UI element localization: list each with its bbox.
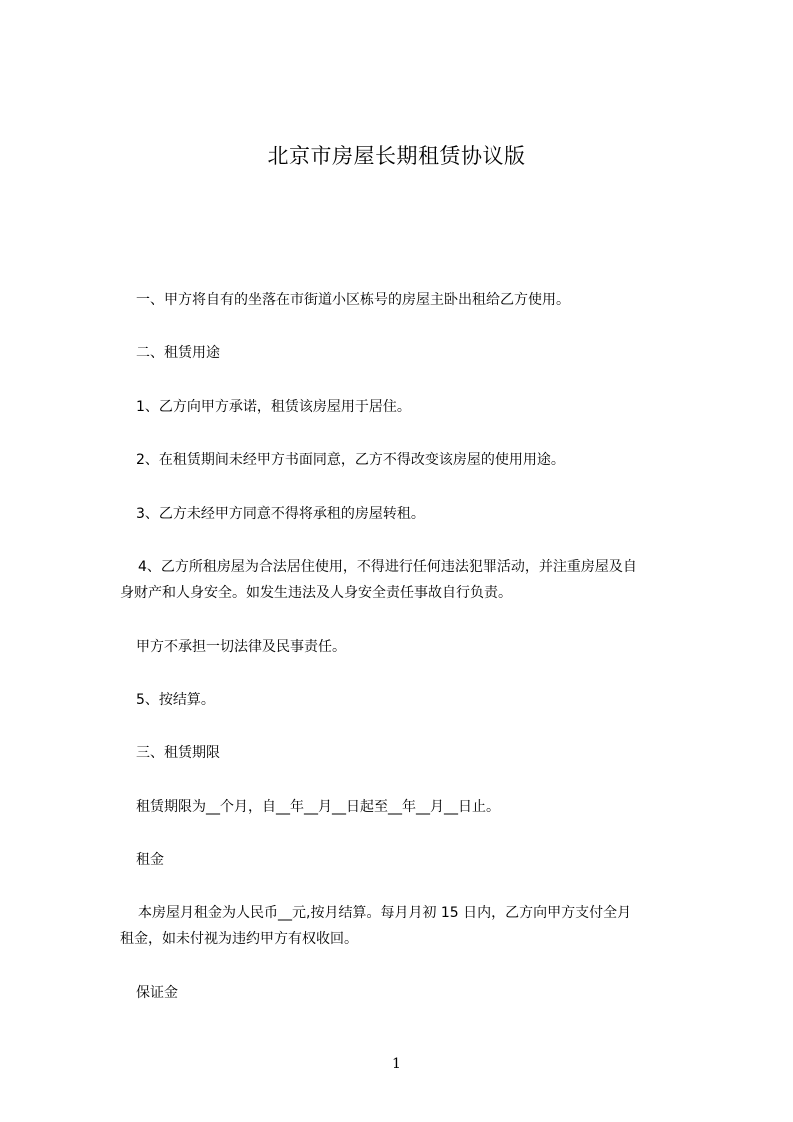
- paragraph-usage-4-line-2: 身财产和人身安全。如发生违法及人身安全责任事故自行负责。: [120, 585, 512, 601]
- paragraph-rent-line-1: 本房屋月租金为人民币__元,按月结算。每月月初 15 日内，乙方向甲方支付全月: [138, 905, 632, 921]
- paragraph-term: 租赁期限为__个月，自__年__月__日起至__年__月__日止。: [136, 799, 500, 815]
- page-number: 1: [392, 1056, 401, 1072]
- paragraph-liability: 甲方不承担一切法律及民事责任。: [136, 639, 346, 655]
- section-heading-rent: 租金: [136, 852, 164, 868]
- paragraph-usage-5: 5、按结算。: [136, 692, 215, 708]
- paragraph-1: 一、甲方将自有的坐落在市街道小区栋号的房屋主卧出租给乙方使用。: [136, 292, 570, 308]
- document-title: 北京市房屋长期租赁协议版: [267, 144, 526, 168]
- paragraph-usage-4-line-1: 4、乙方所租房屋为合法居住使用，不得进行任何违法犯罪活动，并注重房屋及自: [138, 559, 637, 575]
- paragraph-usage-1: 1、乙方向甲方承诺，租赁该房屋用于居住。: [136, 399, 411, 415]
- paragraph-usage-3: 3、乙方未经甲方同意不得将承租的房屋转租。: [136, 506, 425, 522]
- paragraph-rent-line-2: 租金，如未付视为违约甲方有权收回。: [120, 931, 358, 947]
- section-heading-term: 三、租赁期限: [136, 745, 220, 761]
- section-heading-deposit: 保证金: [136, 985, 178, 1001]
- section-heading-usage: 二、租赁用途: [136, 345, 220, 361]
- paragraph-usage-2: 2、在租赁期间未经甲方书面同意，乙方不得改变该房屋的使用用途。: [136, 452, 565, 468]
